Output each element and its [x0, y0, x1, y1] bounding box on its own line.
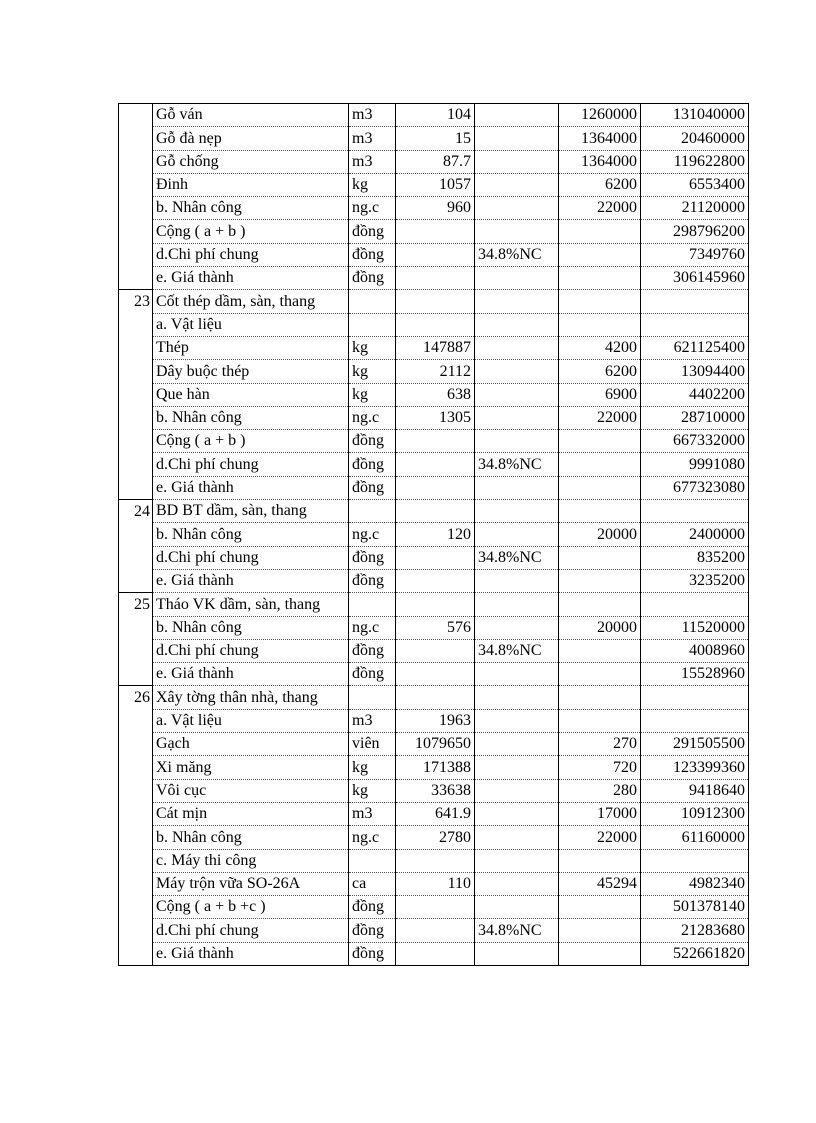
cell-unit-price [559, 267, 641, 290]
cell-quantity: 110 [396, 872, 475, 895]
cell-item-number [119, 709, 153, 732]
cell-item-name: BD BT dầm, sàn, thang [153, 500, 349, 523]
cell-item-name: d.Chi phí chung [153, 243, 349, 266]
cell-unit: kg [349, 336, 396, 359]
table-row [119, 500, 749, 523]
cell-item-name: Que hàn [153, 383, 349, 406]
cell-rate [475, 616, 559, 639]
table-row [119, 919, 749, 942]
cell-item-name: Xi măng [153, 756, 349, 779]
cell-unit-price: 4200 [559, 336, 641, 359]
table-row [119, 523, 749, 546]
cell-item-name: e. Giá thành [153, 942, 349, 965]
cell-rate [475, 733, 559, 756]
cell-total-amount: 501378140 [641, 896, 749, 919]
cell-rate [475, 313, 559, 336]
table-row [119, 173, 749, 196]
cell-unit: viên [349, 733, 396, 756]
cell-rate [475, 220, 559, 243]
cell-unit-price [559, 896, 641, 919]
cell-rate: 34.8%NC [475, 546, 559, 569]
cell-unit: đồng [349, 663, 396, 686]
cell-rate [475, 593, 559, 616]
cell-unit: đồng [349, 896, 396, 919]
cell-quantity [396, 639, 475, 662]
cell-quantity [396, 663, 475, 686]
cell-unit: kg [349, 383, 396, 406]
table-row [119, 243, 749, 266]
cell-item-number [119, 197, 153, 220]
cell-rate [475, 197, 559, 220]
table-body [119, 104, 749, 966]
cell-quantity [396, 220, 475, 243]
cell-rate [475, 802, 559, 825]
table-row [119, 756, 749, 779]
cell-unit-price [559, 546, 641, 569]
cell-quantity [396, 849, 475, 872]
cell-item-name: Xây tờng thân nhà, thang [153, 686, 349, 709]
cost-estimate-table [118, 103, 749, 966]
table-row [119, 267, 749, 290]
cell-item-name: Đinh [153, 173, 349, 196]
cell-quantity: 171388 [396, 756, 475, 779]
cell-rate [475, 500, 559, 523]
cell-total-amount: 7349760 [641, 243, 749, 266]
table-row [119, 383, 749, 406]
cell-total-amount: 4402200 [641, 383, 749, 406]
cell-rate [475, 173, 559, 196]
cell-total-amount: 298796200 [641, 220, 749, 243]
cell-unit-price [559, 476, 641, 499]
table-row [119, 593, 749, 616]
cell-rate: 34.8%NC [475, 453, 559, 476]
cell-quantity: 641.9 [396, 802, 475, 825]
cell-unit-price [559, 453, 641, 476]
cell-total-amount: 677323080 [641, 476, 749, 499]
cell-rate [475, 104, 559, 127]
table-row [119, 197, 749, 220]
cell-item-name: Cốt thép dầm, sàn, thang [153, 290, 349, 313]
cell-total-amount: 10912300 [641, 802, 749, 825]
cell-item-number [119, 919, 153, 942]
cell-total-amount: 291505500 [641, 733, 749, 756]
cell-unit: m3 [349, 127, 396, 150]
cell-quantity: 15 [396, 127, 475, 150]
cell-total-amount [641, 686, 749, 709]
cell-rate [475, 127, 559, 150]
cell-item-name: Cộng ( a + b ) [153, 430, 349, 453]
cell-quantity [396, 430, 475, 453]
cell-total-amount: 21120000 [641, 197, 749, 220]
cell-quantity: 104 [396, 104, 475, 127]
cell-item-number [119, 173, 153, 196]
cell-unit-price [559, 220, 641, 243]
cell-unit-price: 22000 [559, 406, 641, 429]
cell-total-amount [641, 290, 749, 313]
cell-unit-price: 280 [559, 779, 641, 802]
cell-item-name: Cộng ( a + b ) [153, 220, 349, 243]
cell-total-amount: 306145960 [641, 267, 749, 290]
cell-total-amount: 3235200 [641, 569, 749, 592]
cell-rate [475, 406, 559, 429]
cell-rate [475, 849, 559, 872]
cell-rate [475, 826, 559, 849]
table-row [119, 709, 749, 732]
cell-item-name: Gỗ ván [153, 104, 349, 127]
cell-total-amount: 11520000 [641, 616, 749, 639]
cell-item-number [119, 383, 153, 406]
cell-item-number [119, 826, 153, 849]
cell-item-name: d.Chi phí chung [153, 546, 349, 569]
table-row [119, 686, 749, 709]
cell-item-number [119, 360, 153, 383]
cell-item-name: b. Nhân công [153, 406, 349, 429]
table-row [119, 569, 749, 592]
cell-quantity [396, 686, 475, 709]
table-row [119, 663, 749, 686]
cell-unit-price: 1260000 [559, 104, 641, 127]
cell-rate [475, 709, 559, 732]
cell-unit: ng.c [349, 616, 396, 639]
cell-unit-price [559, 919, 641, 942]
cell-total-amount: 4982340 [641, 872, 749, 895]
cell-rate [475, 383, 559, 406]
cell-total-amount: 522661820 [641, 942, 749, 965]
table-row [119, 849, 749, 872]
table-row [119, 360, 749, 383]
cell-rate [475, 756, 559, 779]
table-row [119, 453, 749, 476]
cell-item-number [119, 523, 153, 546]
cell-unit [349, 500, 396, 523]
cell-unit: kg [349, 779, 396, 802]
cell-rate [475, 150, 559, 173]
cell-quantity [396, 942, 475, 965]
cell-item-name: b. Nhân công [153, 197, 349, 220]
cell-unit: kg [349, 173, 396, 196]
cell-rate [475, 290, 559, 313]
cell-unit [349, 290, 396, 313]
cell-quantity: 87.7 [396, 150, 475, 173]
cell-unit: đồng [349, 453, 396, 476]
cell-quantity [396, 267, 475, 290]
cell-quantity [396, 476, 475, 499]
table-row [119, 430, 749, 453]
cell-unit: đồng [349, 267, 396, 290]
cell-item-name: e. Giá thành [153, 663, 349, 686]
cell-unit-price: 6200 [559, 360, 641, 383]
cell-unit: m3 [349, 104, 396, 127]
cell-item-number: 23 [119, 290, 153, 313]
cell-unit: ca [349, 872, 396, 895]
cell-unit: đồng [349, 546, 396, 569]
cell-item-number [119, 779, 153, 802]
cell-total-amount: 2400000 [641, 523, 749, 546]
cell-unit-price: 720 [559, 756, 641, 779]
cell-item-number [119, 243, 153, 266]
cell-total-amount: 835200 [641, 546, 749, 569]
cell-item-number [119, 756, 153, 779]
cell-rate [475, 430, 559, 453]
cell-item-number [119, 569, 153, 592]
cell-unit-price [559, 593, 641, 616]
cell-unit-price [559, 290, 641, 313]
cell-item-name: a. Vật liệu [153, 709, 349, 732]
cell-unit: ng.c [349, 826, 396, 849]
cell-total-amount [641, 709, 749, 732]
cell-unit: ng.c [349, 406, 396, 429]
cell-unit-price [559, 709, 641, 732]
cell-item-number [119, 406, 153, 429]
cell-item-name: a. Vật liệu [153, 313, 349, 336]
cell-item-number [119, 802, 153, 825]
cell-item-number [119, 127, 153, 150]
cell-item-name: b. Nhân công [153, 616, 349, 639]
cell-unit: đồng [349, 476, 396, 499]
cell-item-number [119, 616, 153, 639]
cell-total-amount: 9991080 [641, 453, 749, 476]
cell-item-number: 24 [119, 500, 153, 523]
cell-item-name: e. Giá thành [153, 476, 349, 499]
cell-item-name: Cộng ( a + b +c ) [153, 896, 349, 919]
cell-quantity [396, 896, 475, 919]
cell-item-number [119, 639, 153, 662]
cell-rate [475, 872, 559, 895]
cell-item-number [119, 267, 153, 290]
cell-item-number [119, 150, 153, 173]
cell-item-name: Dây buộc thép [153, 360, 349, 383]
cell-total-amount [641, 313, 749, 336]
cell-item-number: 26 [119, 686, 153, 709]
table-row [119, 802, 749, 825]
cell-quantity: 1963 [396, 709, 475, 732]
cell-unit-price: 6900 [559, 383, 641, 406]
cell-quantity [396, 243, 475, 266]
cell-total-amount: 9418640 [641, 779, 749, 802]
cell-unit: kg [349, 360, 396, 383]
cell-unit-price [559, 942, 641, 965]
cell-unit-price: 20000 [559, 616, 641, 639]
cell-quantity: 33638 [396, 779, 475, 802]
cell-quantity [396, 546, 475, 569]
cell-item-name: b. Nhân công [153, 523, 349, 546]
table-row [119, 127, 749, 150]
cell-item-name: Vôi cục [153, 779, 349, 802]
cell-total-amount: 123399360 [641, 756, 749, 779]
cell-quantity [396, 593, 475, 616]
cell-quantity: 147887 [396, 336, 475, 359]
cell-unit: đồng [349, 942, 396, 965]
cell-quantity [396, 453, 475, 476]
cell-quantity [396, 290, 475, 313]
cell-quantity: 960 [396, 197, 475, 220]
cell-item-number [119, 546, 153, 569]
cell-rate [475, 896, 559, 919]
cell-unit-price: 22000 [559, 197, 641, 220]
cell-item-name: Cát mịn [153, 802, 349, 825]
table-row [119, 476, 749, 499]
cell-total-amount: 61160000 [641, 826, 749, 849]
cell-unit [349, 313, 396, 336]
cell-item-name: d.Chi phí chung [153, 919, 349, 942]
cell-quantity [396, 313, 475, 336]
cell-unit: đồng [349, 430, 396, 453]
cell-rate: 34.8%NC [475, 243, 559, 266]
cell-total-amount: 28710000 [641, 406, 749, 429]
cell-item-name: Thép [153, 336, 349, 359]
cell-unit [349, 849, 396, 872]
cell-unit-price: 45294 [559, 872, 641, 895]
cell-rate [475, 523, 559, 546]
cell-unit: m3 [349, 802, 396, 825]
cell-unit: m3 [349, 150, 396, 173]
cell-unit: đồng [349, 220, 396, 243]
table-row [119, 290, 749, 313]
cell-unit-price [559, 243, 641, 266]
cell-unit-price: 20000 [559, 523, 641, 546]
cell-quantity: 2112 [396, 360, 475, 383]
cell-rate [475, 267, 559, 290]
cell-unit: đồng [349, 243, 396, 266]
cell-rate [475, 569, 559, 592]
cell-unit-price [559, 313, 641, 336]
cell-unit-price: 1364000 [559, 127, 641, 150]
cell-item-number [119, 313, 153, 336]
cell-item-name: c. Máy thi công [153, 849, 349, 872]
cell-item-number [119, 430, 153, 453]
table-row [119, 639, 749, 662]
cell-unit-price [559, 430, 641, 453]
cell-item-number [119, 453, 153, 476]
table-row [119, 896, 749, 919]
cell-item-name: d.Chi phí chung [153, 639, 349, 662]
cell-rate: 34.8%NC [475, 639, 559, 662]
cell-quantity [396, 569, 475, 592]
table-row [119, 779, 749, 802]
cell-total-amount: 119622800 [641, 150, 749, 173]
cell-unit-price [559, 500, 641, 523]
cell-total-amount: 21283680 [641, 919, 749, 942]
cell-item-number [119, 872, 153, 895]
table-row [119, 616, 749, 639]
cell-item-name: Gạch [153, 733, 349, 756]
cell-rate [475, 476, 559, 499]
cell-rate [475, 336, 559, 359]
table-row [119, 872, 749, 895]
cell-item-number [119, 104, 153, 127]
cell-quantity [396, 919, 475, 942]
cell-unit-price [559, 663, 641, 686]
cell-quantity: 576 [396, 616, 475, 639]
cell-item-number [119, 733, 153, 756]
cell-rate [475, 663, 559, 686]
cell-total-amount [641, 593, 749, 616]
table-row [119, 942, 749, 965]
cell-item-name: Gỗ chống [153, 150, 349, 173]
table-row [119, 104, 749, 127]
cell-quantity [396, 500, 475, 523]
cell-item-name: d.Chi phí chung [153, 453, 349, 476]
cell-quantity: 2780 [396, 826, 475, 849]
cell-unit-price: 1364000 [559, 150, 641, 173]
cell-total-amount [641, 849, 749, 872]
cell-item-number [119, 476, 153, 499]
cell-item-number [119, 336, 153, 359]
cell-unit: m3 [349, 709, 396, 732]
cell-total-amount: 15528960 [641, 663, 749, 686]
cell-total-amount: 4008960 [641, 639, 749, 662]
cell-rate [475, 360, 559, 383]
cell-rate [475, 779, 559, 802]
table-row [119, 826, 749, 849]
cell-total-amount: 131040000 [641, 104, 749, 127]
cell-quantity: 1057 [396, 173, 475, 196]
cell-unit-price: 17000 [559, 802, 641, 825]
cell-total-amount: 13094400 [641, 360, 749, 383]
cell-unit: đồng [349, 569, 396, 592]
cell-unit: kg [349, 756, 396, 779]
table-row [119, 336, 749, 359]
cell-unit-price [559, 849, 641, 872]
cell-item-number [119, 849, 153, 872]
cell-item-name: Gỗ đà nẹp [153, 127, 349, 150]
cell-item-name: e. Giá thành [153, 267, 349, 290]
cell-rate [475, 686, 559, 709]
cell-unit: ng.c [349, 197, 396, 220]
cell-total-amount [641, 500, 749, 523]
table-row [119, 546, 749, 569]
cell-unit-price [559, 639, 641, 662]
cell-item-name: Tháo VK dầm, sàn, thang [153, 593, 349, 616]
cell-item-name: e. Giá thành [153, 569, 349, 592]
cell-unit-price [559, 686, 641, 709]
cell-rate: 34.8%NC [475, 919, 559, 942]
cell-unit-price: 22000 [559, 826, 641, 849]
table-row [119, 313, 749, 336]
cell-total-amount: 20460000 [641, 127, 749, 150]
cell-total-amount: 667332000 [641, 430, 749, 453]
cell-unit: đồng [349, 639, 396, 662]
cell-item-number: 25 [119, 593, 153, 616]
cell-item-name: Máy trộn vữa SO-26A [153, 872, 349, 895]
cell-quantity: 638 [396, 383, 475, 406]
cell-item-name: b. Nhân công [153, 826, 349, 849]
cell-item-number [119, 220, 153, 243]
cell-total-amount: 6553400 [641, 173, 749, 196]
table-row [119, 733, 749, 756]
table-row [119, 220, 749, 243]
cell-total-amount: 621125400 [641, 336, 749, 359]
cell-item-number [119, 942, 153, 965]
cell-item-number [119, 663, 153, 686]
cell-quantity: 1079650 [396, 733, 475, 756]
cell-unit: đồng [349, 919, 396, 942]
cell-item-number [119, 896, 153, 919]
table-row [119, 406, 749, 429]
cell-unit [349, 686, 396, 709]
cell-rate [475, 942, 559, 965]
cell-unit [349, 593, 396, 616]
cell-unit: ng.c [349, 523, 396, 546]
cell-unit-price: 6200 [559, 173, 641, 196]
table-row [119, 150, 749, 173]
cell-unit-price: 270 [559, 733, 641, 756]
cell-quantity: 120 [396, 523, 475, 546]
cell-unit-price [559, 569, 641, 592]
cell-quantity: 1305 [396, 406, 475, 429]
